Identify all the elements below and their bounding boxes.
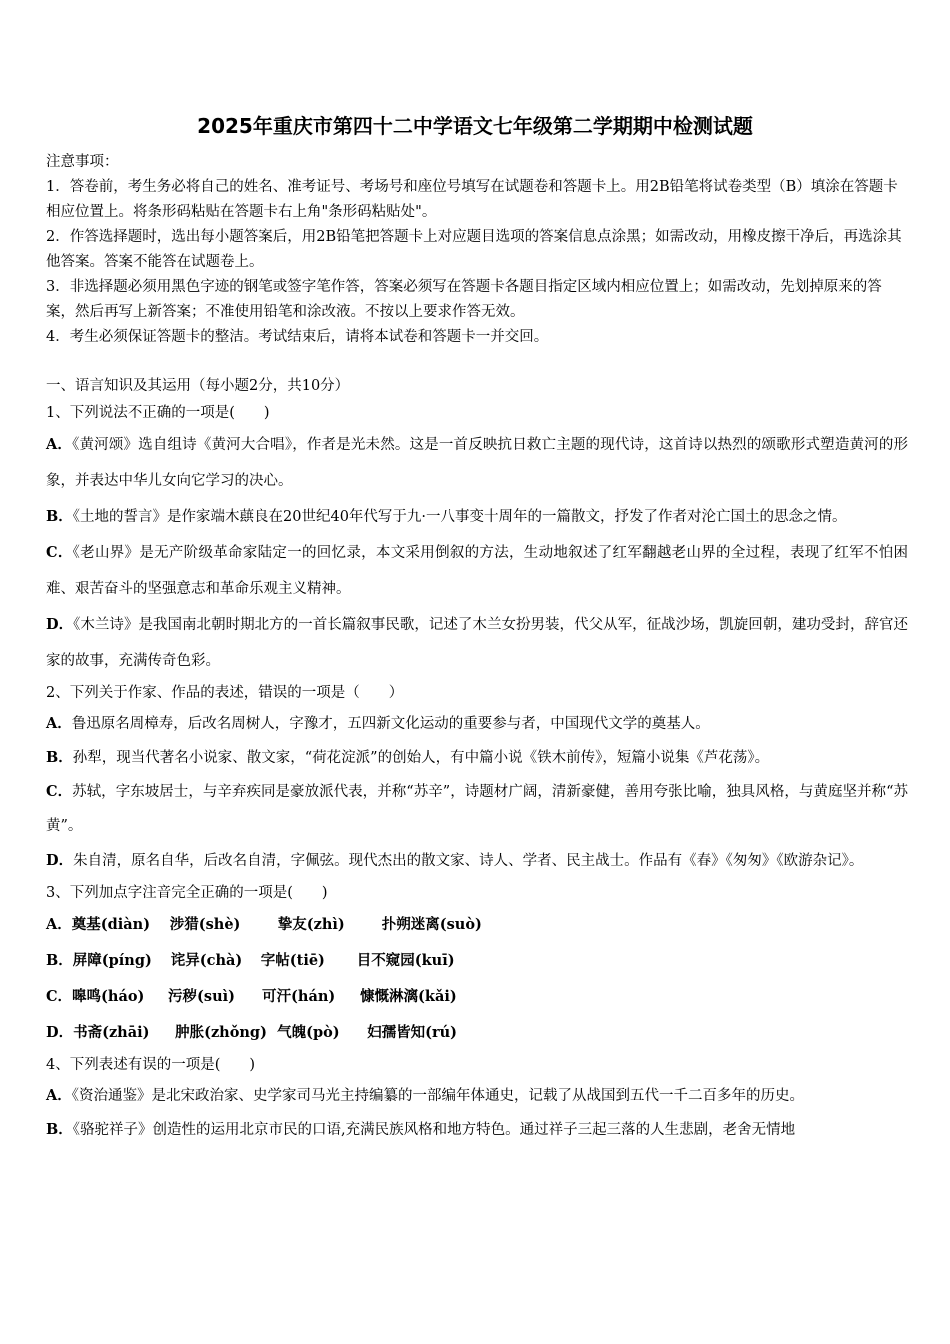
option-label: B． [46, 508, 73, 525]
option-item: 嗥鸣(háo) [72, 988, 145, 1005]
option-item: 污秽(suì) [168, 988, 235, 1005]
option-text: 苏轼，字东坡居士，与辛弃疾同是豪放派代表，并称“苏辛”，诗题材广阔，清新豪健，善用夸张比喻，独具风格，与黄庭坚并称“苏黄”。 [46, 784, 909, 834]
question-2-option-a [46, 707, 908, 741]
question-1-stem: 1、下列说法不正确的一项是( ) [46, 405, 270, 421]
option-label: C． [46, 988, 73, 1005]
option-label: A． [46, 916, 72, 933]
option-item: 目不窥园(kuī) [356, 952, 455, 969]
option-label: C． [46, 544, 73, 561]
option-text: 《黄河颂》选自组诗《黄河大合唱》，作者是光未然。这是一首反映抗日救亡主题的现代诗，这首诗以热烈的颂歌形式塑造黄河的形象，并表达中华儿女向它学习的决心。 [46, 437, 908, 489]
option-item: 挚友(zhì) [277, 916, 345, 933]
question-1-option-c [46, 535, 908, 607]
option-item: 诧异(chà) [170, 952, 243, 969]
question-2-stem: 2、下列关于作家、作品的表述，错误的一项是（ ） [46, 685, 404, 701]
question-3-option-a [46, 907, 908, 943]
question-1-option-b [46, 499, 908, 535]
option-label: A． [46, 1087, 72, 1104]
option-label: B． [46, 952, 73, 969]
option-item: 屏障(píng) [72, 952, 152, 969]
notice-item: 1．答卷前，考生务必将自己的姓名、准考证号、考场号和座位号填写在试题卷和答题卡上。用2B铅笔将试卷类型（B）填涂在答题卡相应位置上。将条形码粘贴在答题卡右上角"条形码粘贴处"。 [46, 179, 898, 220]
option-text: 朱自清，原名自华，后改名自清，字佩弦。现代杰出的散文家、诗人、学者、民主战士。作品有《春》《匆匆》《欧游杂记》。 [73, 853, 864, 869]
questions-body [46, 374, 908, 1147]
option-item: 可汗(hán) [262, 988, 336, 1005]
question-3-option-c [46, 979, 908, 1015]
question-4-stem: 4、下列表述有误的一项是( ) [46, 1057, 256, 1073]
notice-heading: 注意事项： [46, 154, 119, 170]
page-title: 2025年重庆市第四十二中学语文七年级第二学期期中检测试题 [197, 114, 753, 138]
option-item: 气魄(pò) [277, 1024, 340, 1041]
option-item: 书斋(zhāi) [73, 1024, 150, 1041]
option-text: 《骆驼祥子》创造性的运用北京市民的口语,充满民族风格和地方特色。通过祥子三起三落的人生悲剧，老舍无情地 [72, 1122, 796, 1138]
notice-block [46, 150, 906, 350]
option-label: A． [46, 715, 72, 732]
option-label: D． [46, 616, 74, 633]
option-label: A． [46, 436, 73, 453]
question-2-option-c [46, 775, 908, 843]
option-text: 《资治通鉴》是北宋政治家、史学家司马光主持编纂的一部编年体通史，记载了从战国到五代一千二百多年的历史。 [71, 1088, 805, 1104]
option-text: 《土地的誓言》是作家端木蕻良在20世纪40年代写于九·一八事变十周年的一篇散文，抒发了作者对沦亡国土的思念之情。 [72, 509, 847, 525]
question-1-option-d [46, 607, 908, 679]
option-label: C． [46, 783, 73, 800]
notice-item: 3．非选择题必须用黑色字迹的钢笔或签字笔作答，答案必须写在答题卡各题目指定区域内相应位置上；如需改动，先划掉原来的答案，然后再写上新答案；不准使用铅笔和涂改液。不按以上要求作答无效。 [46, 279, 882, 320]
option-label: B． [46, 749, 73, 766]
option-text: 《木兰诗》是我国南北朝时期北方的一首长篇叙事民歌，记述了木兰女扮男装，代父从军，征战沙场，凯旋回朝，建功受封，辞官还家的故事，充满传奇色彩。 [46, 617, 909, 669]
question-4-option-b [46, 1113, 908, 1147]
option-item: 涉猎(shè) [169, 916, 241, 933]
question-2-option-b [46, 741, 908, 775]
option-item: 肿胀(zhǒng) [175, 1024, 267, 1041]
option-text: 鲁迅原名周樟寿，后改名周树人，字豫才，五四新文化运动的重要参与者，中国现代文学的奠基人。 [71, 716, 710, 732]
section-heading: 一、语言知识及其运用（每小题2分，共10分） [46, 378, 350, 394]
notice-item: 2．作答选择题时，选出每小题答案后，用2B铅笔把答题卡上对应题目选项的答案信息点涂黑；如需改动，用橡皮擦干净后，再选涂其他答案。答案不能答在试题卷上。 [46, 229, 902, 270]
option-item: 扑朔迷离(suò) [381, 916, 482, 933]
option-item: 妇孺皆知(rú) [367, 1024, 457, 1041]
option-label: D． [46, 1024, 74, 1041]
question-2-option-d [46, 843, 908, 879]
option-text: 孙犁，现当代著名小说家、散文家，“荷花淀派”的创始人，有中篇小说《铁木前传》，短篇小说集《芦花荡》。 [72, 750, 770, 766]
option-item: 慷慨淋漓(kǎi) [360, 988, 457, 1005]
option-text: 《老山界》是无产阶级革命家陆定一的回忆录，本文采用倒叙的方法，生动地叙述了红军翻越老山界的全过程，表现了红军不怕困难、艰苦奋斗的坚强意志和革命乐观主义精神。 [46, 545, 908, 597]
question-1-option-a [46, 427, 908, 499]
question-3-stem: 3、下列加点字注音完全正确的一项是( ) [46, 885, 328, 901]
option-item: 字帖(tiē) [260, 952, 325, 969]
option-label: D． [46, 852, 74, 869]
notice-item: 4．考生必须保证答题卡的整洁。考试结束后，请将本试卷和答题卡一并交回。 [46, 329, 549, 345]
question-3-option-d [46, 1015, 908, 1051]
question-4-option-a [46, 1079, 908, 1113]
option-item: 奠基(diàn) [71, 916, 151, 933]
question-3-option-b [46, 943, 908, 979]
option-label: B． [46, 1121, 73, 1138]
